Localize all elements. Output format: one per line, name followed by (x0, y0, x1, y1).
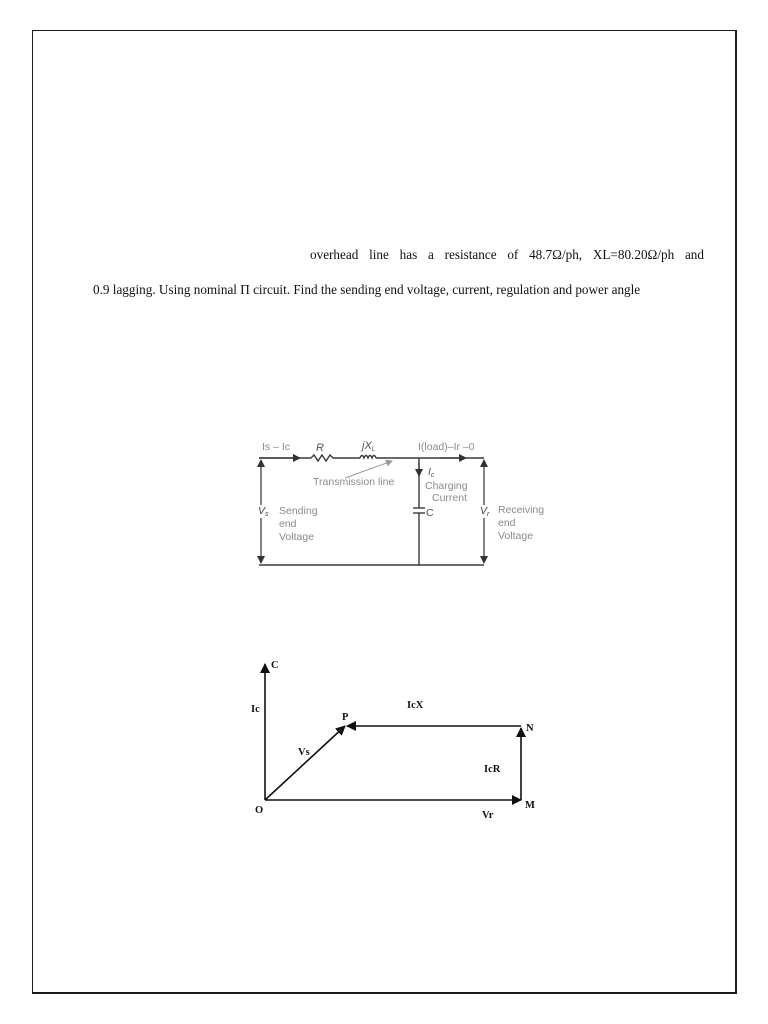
label-is-ic: Is – Ic (262, 441, 291, 453)
label-vs-sub: s (265, 511, 269, 518)
phasor-label-vs: Vs (298, 747, 310, 758)
label-sending-voltage: Voltage (279, 531, 315, 543)
label-current: Current (432, 492, 468, 504)
phasor-label-c: C (271, 660, 279, 671)
phasor-label-n: N (526, 723, 534, 734)
label-vr-sub: r (487, 511, 490, 518)
label-receiving-voltage: Voltage (498, 530, 534, 542)
label-receiving: Receiving (498, 504, 545, 516)
phasor-label-o: O (255, 805, 264, 816)
label-sending-end: end (279, 518, 297, 530)
label-jx: jX (362, 440, 372, 452)
phasor-label-ic: Ic (251, 704, 260, 715)
label-jx-sub: L (371, 447, 376, 453)
phasor-label-p: P (342, 712, 349, 723)
label-ic-sub: c (430, 472, 435, 479)
phasor-label-icr: IcR (484, 764, 501, 775)
label-vr: V (480, 505, 488, 517)
phasor-label-vr: Vr (482, 810, 494, 821)
phasor-label-m: M (525, 800, 535, 811)
phasor-vs (265, 726, 345, 800)
label-sending: Sending (279, 505, 318, 517)
label-r: R (316, 442, 324, 454)
phasor-label-icx: IcX (407, 700, 424, 711)
label-receiving-end: end (498, 517, 516, 529)
label-transmission-line: Transmission line (313, 476, 395, 488)
label-c: C (426, 507, 434, 519)
problem-text-line-2: 0.9 lagging. Using nominal Π circuit. Find the sending end voltage, current, regulation and power angle (93, 282, 641, 297)
problem-text-line-1: overhead line has a resistance of 48.7Ω/ph, XL=80.20Ω/ph and (310, 247, 704, 262)
label-ic: I (428, 466, 431, 478)
label-charging: Charging (425, 480, 468, 492)
label-iload: I(load)–Ir –0 (418, 441, 475, 453)
label-vs: V (258, 505, 266, 517)
